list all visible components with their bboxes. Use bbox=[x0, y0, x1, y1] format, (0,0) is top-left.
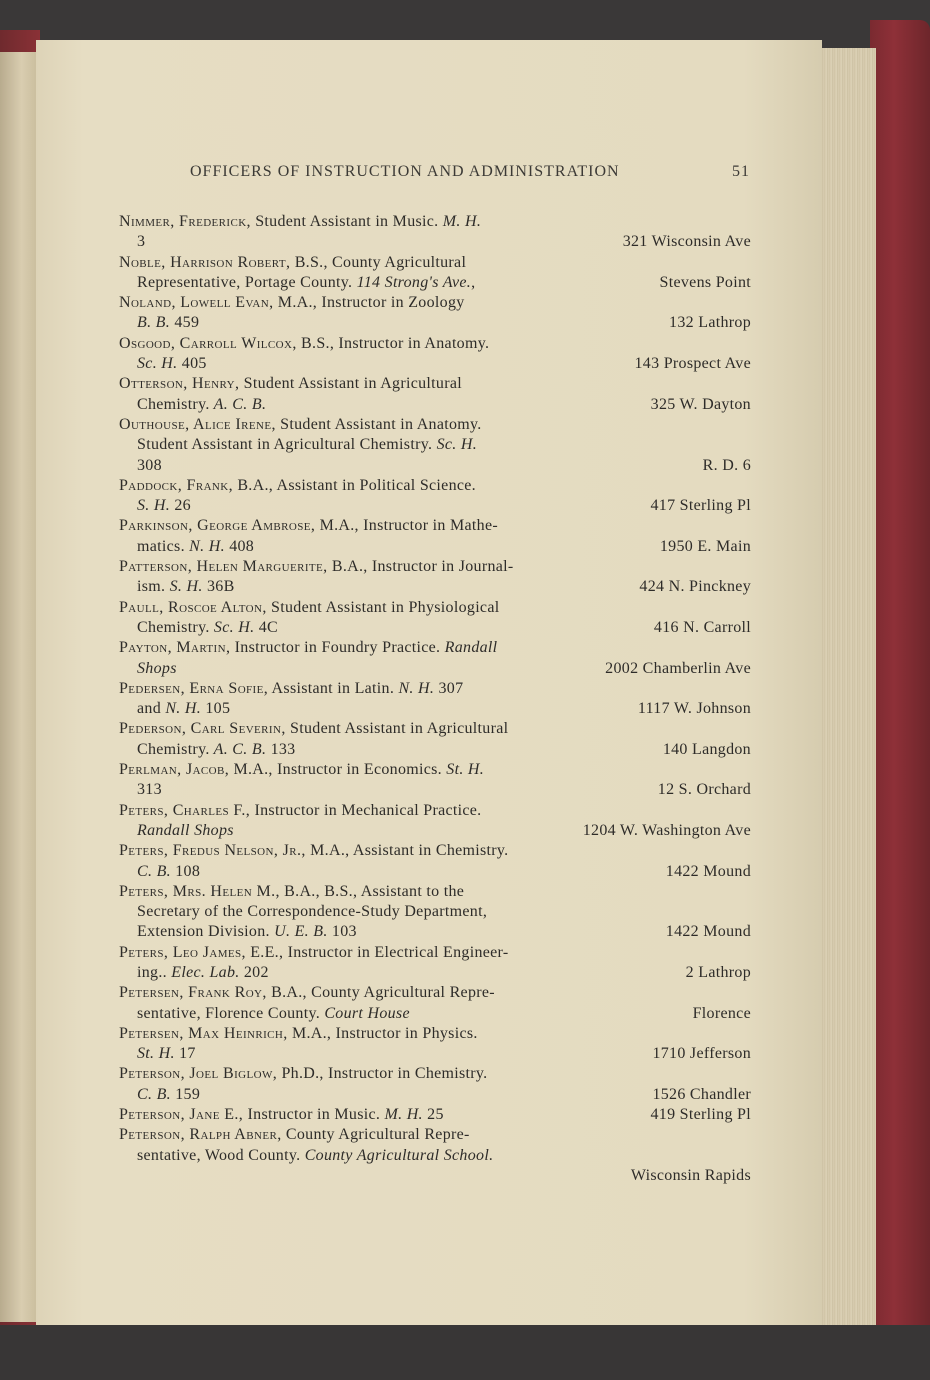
location: County Agricultural School. bbox=[300, 1146, 494, 1164]
entry-text bbox=[119, 943, 508, 963]
address: 132 Lathrop bbox=[669, 314, 751, 332]
entry-text bbox=[137, 740, 295, 760]
entry-line bbox=[119, 1146, 751, 1166]
description: Assistant in Latin. bbox=[268, 679, 395, 697]
description: 3 bbox=[137, 233, 146, 251]
entry-text bbox=[137, 1085, 200, 1105]
entry-text bbox=[137, 902, 487, 922]
description: M.A., Assistant in Chemistry. bbox=[305, 842, 509, 860]
address: 1422 Mound bbox=[665, 862, 751, 880]
entry-line bbox=[119, 963, 751, 983]
entry-line bbox=[119, 1085, 751, 1105]
person-name: Peterson, Ralph Abner, bbox=[119, 1126, 282, 1144]
address: 1526 Chandler bbox=[652, 1085, 751, 1103]
description: B.A., County Agricultural Repre- bbox=[266, 984, 495, 1002]
running-header bbox=[190, 163, 750, 187]
description: B.A., Assistant in Political Science. bbox=[233, 476, 476, 494]
location: S. H. bbox=[137, 497, 171, 515]
entry-line bbox=[119, 354, 751, 374]
entry-text bbox=[119, 476, 476, 496]
entry-line bbox=[119, 415, 751, 435]
directory-entry bbox=[119, 679, 751, 720]
description: and bbox=[137, 700, 162, 718]
entry-line bbox=[119, 679, 751, 699]
description: 313 bbox=[137, 781, 162, 799]
entry-line bbox=[119, 334, 751, 354]
description: B.A., B.S., Assistant to the bbox=[279, 882, 465, 900]
entry-line bbox=[119, 801, 751, 821]
entry-line bbox=[119, 212, 751, 232]
person-name: Perlman, Jacob, bbox=[119, 761, 230, 779]
directory-entry bbox=[119, 557, 751, 598]
address: 1710 Jefferson bbox=[652, 1045, 751, 1063]
entry-line bbox=[119, 618, 751, 638]
directory-entry bbox=[119, 598, 751, 639]
description: B.S., Instructor in Anatomy. bbox=[296, 334, 490, 352]
person-name: Peters, Charles F., bbox=[119, 801, 251, 819]
location: A. C. B. bbox=[209, 740, 267, 758]
description: Chemistry. bbox=[137, 395, 210, 413]
description: Student Assistant in Anatomy. bbox=[275, 415, 482, 433]
entry-text bbox=[119, 638, 497, 658]
entry-text bbox=[137, 780, 162, 800]
directory-entry bbox=[119, 1064, 751, 1105]
entry-text bbox=[119, 1125, 470, 1145]
location: B. B. bbox=[137, 314, 171, 332]
description-suffix: , bbox=[471, 273, 476, 291]
address: 1204 W. Washington Ave bbox=[582, 821, 751, 839]
location: Sc. H. bbox=[137, 355, 178, 373]
location: Randall bbox=[440, 639, 498, 657]
description-suffix: 36B bbox=[202, 578, 235, 596]
person-name: Peterson, Joel Biglow, bbox=[119, 1065, 278, 1083]
address: 1117 W. Johnson bbox=[637, 700, 751, 718]
description: M.A., Instructor in Mathe- bbox=[315, 517, 498, 535]
entry-line bbox=[119, 537, 751, 557]
person-name: Osgood, Carroll Wilcox, bbox=[119, 334, 297, 352]
entry-line bbox=[119, 780, 751, 800]
entry-line bbox=[119, 232, 751, 252]
entry-line bbox=[119, 821, 751, 841]
entry-text bbox=[137, 496, 191, 516]
entry-text bbox=[119, 882, 464, 902]
entry-text bbox=[119, 719, 508, 739]
description-suffix: 25 bbox=[422, 1106, 444, 1124]
entry-text bbox=[119, 760, 484, 780]
location: C. B. bbox=[137, 1085, 171, 1103]
address: 424 N. Pinckney bbox=[639, 578, 751, 596]
entry-text bbox=[119, 1105, 444, 1125]
entry-text bbox=[119, 212, 481, 232]
location: Shops bbox=[137, 659, 177, 677]
entry-line bbox=[119, 719, 751, 739]
entry-text bbox=[119, 557, 514, 577]
table-surface bbox=[0, 1325, 930, 1380]
description: Instructor in Mechanical Practice. bbox=[250, 801, 482, 819]
directory-entry bbox=[119, 760, 751, 801]
facing-page-edge bbox=[0, 52, 36, 1322]
address: 325 W. Dayton bbox=[650, 395, 751, 413]
directory-entry bbox=[119, 293, 751, 334]
person-name: Outhouse, Alice Irene, bbox=[119, 415, 276, 433]
directory-entry bbox=[119, 1105, 751, 1125]
description: Student Assistant in Agricultural Chemistry. bbox=[137, 436, 433, 454]
directory-entry bbox=[119, 801, 751, 842]
address: 417 Sterling Pl bbox=[650, 497, 751, 515]
entry-text bbox=[119, 334, 489, 354]
entry-line bbox=[119, 882, 751, 902]
entry-line bbox=[119, 557, 751, 577]
directory-entry bbox=[119, 841, 751, 882]
description-suffix: 202 bbox=[239, 963, 269, 981]
entry-text bbox=[119, 415, 482, 435]
entry-line bbox=[119, 699, 751, 719]
entry-line bbox=[119, 1044, 751, 1064]
entry-line bbox=[119, 1024, 751, 1044]
entry-text bbox=[137, 232, 145, 252]
entry-text bbox=[137, 922, 357, 942]
description-suffix: 133 bbox=[266, 740, 296, 758]
entry-line bbox=[119, 1166, 751, 1186]
entry-text bbox=[137, 537, 254, 557]
entry-text bbox=[119, 679, 463, 699]
description: 108 bbox=[170, 862, 201, 880]
location: Sc. H. bbox=[432, 436, 478, 454]
description: sentative, Florence County. bbox=[137, 1004, 321, 1022]
description: Chemistry. bbox=[137, 618, 210, 636]
description: County Agricultural Repre- bbox=[281, 1126, 470, 1144]
description: ism. bbox=[137, 578, 166, 596]
entry-line bbox=[119, 598, 751, 618]
directory-entry bbox=[119, 719, 751, 760]
description: 26 bbox=[170, 497, 191, 515]
description: 159 bbox=[170, 1085, 201, 1103]
location: N. H. bbox=[394, 679, 435, 697]
location: A. C. B. bbox=[209, 395, 267, 413]
entry-line bbox=[119, 1105, 751, 1125]
entry-line bbox=[119, 476, 751, 496]
directory-entry bbox=[119, 983, 751, 1024]
directory-entry bbox=[119, 212, 751, 253]
entry-text bbox=[137, 273, 475, 293]
person-name: Peters, Fredus Nelson, Jr., bbox=[119, 842, 306, 860]
address: Florence bbox=[692, 1004, 751, 1022]
entry-line bbox=[119, 983, 751, 1003]
description: E.E., Instructor in Electrical Engineer- bbox=[245, 943, 509, 961]
page-number: 51 bbox=[732, 163, 750, 180]
directory-entry bbox=[119, 638, 751, 679]
description: 405 bbox=[177, 355, 207, 373]
description: Ph.D., Instructor in Chemistry. bbox=[277, 1065, 488, 1083]
description: Student Assistant in Physiological bbox=[266, 598, 500, 616]
person-name: Nimmer, Frederick, bbox=[119, 213, 251, 230]
entry-text bbox=[119, 293, 465, 313]
location: St. H. bbox=[137, 1045, 175, 1063]
description-suffix: 105 bbox=[201, 700, 231, 718]
location: Randall Shops bbox=[137, 821, 234, 839]
entry-text bbox=[137, 699, 230, 719]
description-suffix: 4C bbox=[254, 618, 278, 636]
entry-line bbox=[119, 374, 751, 394]
directory-entry bbox=[119, 253, 751, 294]
entry-line bbox=[119, 253, 751, 273]
entry-text bbox=[137, 354, 207, 374]
entry-line bbox=[119, 456, 751, 476]
entry-text bbox=[119, 983, 495, 1003]
entry-text bbox=[137, 963, 269, 983]
address: 419 Sterling Pl bbox=[650, 1106, 751, 1124]
entry-line bbox=[119, 273, 751, 293]
person-name: Pederson, Carl Severin, bbox=[119, 720, 286, 738]
description: Instructor in Foundry Practice. bbox=[230, 639, 441, 657]
description: sentative, Wood County. bbox=[137, 1146, 301, 1164]
location: St. H. bbox=[441, 761, 485, 779]
directory-entry bbox=[119, 476, 751, 517]
entry-line bbox=[119, 577, 751, 597]
description: Secretary of the Correspondence-Study Department, bbox=[137, 903, 488, 921]
entry-line bbox=[119, 1004, 751, 1024]
directory-entry bbox=[119, 1024, 751, 1065]
directory-entry bbox=[119, 943, 751, 984]
entry-line bbox=[119, 659, 751, 679]
description: Student Assistant in Music. bbox=[250, 213, 439, 230]
directory-entries bbox=[119, 212, 751, 1186]
description: B.S., County Agricultural bbox=[290, 253, 467, 271]
entry-text bbox=[137, 313, 199, 333]
location: M. H. bbox=[438, 213, 482, 230]
directory-entry bbox=[119, 415, 751, 476]
entry-line bbox=[119, 496, 751, 516]
person-name: Payton, Martin, bbox=[119, 639, 231, 657]
address: 2002 Chamberlin Ave bbox=[605, 659, 751, 677]
person-name: Peterson, Jane E., bbox=[119, 1106, 244, 1124]
address: 12 S. Orchard bbox=[657, 781, 751, 799]
entry-line bbox=[119, 313, 751, 333]
directory-entry bbox=[119, 374, 751, 415]
entry-text bbox=[119, 1024, 478, 1044]
person-name: Noland, Lowell Evan, bbox=[119, 294, 274, 312]
person-name: Parkinson, George Ambrose, bbox=[119, 517, 316, 535]
location: C. B. bbox=[137, 862, 171, 880]
entry-text bbox=[137, 659, 177, 679]
description-suffix: 307 bbox=[434, 679, 464, 697]
location: Sc. H. bbox=[209, 618, 255, 636]
person-name: Paddock, Frank, bbox=[119, 476, 234, 494]
description: M.A., Instructor in Zoology bbox=[273, 294, 465, 312]
directory-entry bbox=[119, 882, 751, 943]
entry-text bbox=[137, 821, 234, 841]
entry-text bbox=[119, 801, 481, 821]
location: N. H. bbox=[184, 537, 225, 555]
description: Chemistry. bbox=[137, 740, 210, 758]
book-cover-right bbox=[870, 20, 930, 1340]
description: 459 bbox=[170, 314, 200, 332]
person-name: Noble, Harrison Robert, bbox=[119, 253, 291, 271]
person-name: Peters, Mrs. Helen M., bbox=[119, 882, 280, 900]
address: Wisconsin Rapids bbox=[630, 1166, 751, 1184]
location: N. H. bbox=[161, 700, 202, 718]
entry-text bbox=[119, 841, 508, 861]
description: Student Assistant in Agricultural bbox=[285, 720, 509, 738]
entry-line bbox=[119, 638, 751, 658]
address: 1950 E. Main bbox=[659, 537, 751, 555]
entry-text bbox=[137, 395, 266, 415]
entry-line bbox=[119, 922, 751, 942]
description: Representative, Portage County. bbox=[137, 273, 353, 291]
entry-text bbox=[137, 1044, 196, 1064]
entry-text bbox=[137, 862, 200, 882]
location: U. E. B. bbox=[269, 923, 328, 941]
entry-text bbox=[137, 618, 278, 638]
directory-entry bbox=[119, 1125, 751, 1186]
entry-text bbox=[119, 1064, 487, 1084]
page-stack-edges bbox=[818, 48, 876, 1338]
location: M. H. bbox=[380, 1106, 423, 1124]
description: Extension Division. bbox=[137, 923, 270, 941]
entry-text bbox=[119, 598, 499, 618]
entry-line bbox=[119, 841, 751, 861]
entry-text bbox=[119, 516, 498, 536]
description: 17 bbox=[174, 1045, 196, 1063]
description: B.A., Instructor in Journal- bbox=[327, 558, 514, 576]
person-name: Peters, Leo James, bbox=[119, 943, 246, 961]
person-name: Otterson, Henry, bbox=[119, 375, 240, 393]
entry-line bbox=[119, 1125, 751, 1145]
address: Stevens Point bbox=[659, 273, 751, 291]
description: Student Assistant in Agricultural bbox=[239, 375, 462, 393]
entry-text bbox=[137, 577, 235, 597]
entry-line bbox=[119, 902, 751, 922]
entry-line bbox=[119, 395, 751, 415]
description: ing.. bbox=[137, 963, 167, 981]
entry-text bbox=[137, 1004, 410, 1024]
address: 140 Langdon bbox=[662, 740, 751, 758]
entry-line bbox=[119, 760, 751, 780]
description: M.A., Instructor in Physics. bbox=[287, 1024, 478, 1042]
person-name: Paull, Roscoe Alton, bbox=[119, 598, 267, 616]
entry-text bbox=[119, 374, 462, 394]
description: matics. bbox=[137, 537, 185, 555]
address: 1422 Mound bbox=[665, 923, 751, 941]
description: M.A., Instructor in Economics. bbox=[229, 761, 442, 779]
directory-entry bbox=[119, 516, 751, 557]
address: 416 N. Carroll bbox=[653, 618, 751, 636]
description-suffix: 103 bbox=[327, 923, 357, 941]
entry-text bbox=[137, 1146, 493, 1166]
entry-line bbox=[119, 740, 751, 760]
address: R. D. 6 bbox=[702, 456, 751, 474]
description-suffix: 408 bbox=[224, 537, 255, 555]
address: 143 Prospect Ave bbox=[634, 355, 751, 373]
entry-line bbox=[119, 516, 751, 536]
entry-line bbox=[119, 1064, 751, 1084]
running-header-title: OFFICERS OF INSTRUCTION AND ADMINISTRATION bbox=[190, 163, 620, 180]
address: 2 Lathrop bbox=[685, 963, 751, 981]
directory-entry bbox=[119, 334, 751, 375]
person-name: Petersen, Max Heinrich, bbox=[119, 1024, 288, 1042]
description: Instructor in Music. bbox=[243, 1106, 381, 1124]
entry-text bbox=[137, 435, 477, 455]
person-name: Pedersen, Erna Sofie, bbox=[119, 679, 269, 697]
address: 321 Wisconsin Ave bbox=[622, 233, 751, 251]
entry-line bbox=[119, 943, 751, 963]
entry-text bbox=[119, 253, 466, 273]
description: 308 bbox=[137, 456, 162, 474]
location: S. H. bbox=[165, 578, 203, 596]
entry-line bbox=[119, 435, 751, 455]
person-name: Petersen, Frank Roy, bbox=[119, 984, 267, 1002]
entry-text bbox=[137, 456, 162, 476]
location: 114 Strong's Ave. bbox=[352, 273, 472, 291]
location: Court House bbox=[320, 1004, 410, 1022]
entry-line bbox=[119, 293, 751, 313]
entry-line bbox=[119, 862, 751, 882]
location: Elec. Lab. bbox=[166, 963, 240, 981]
person-name: Patterson, Helen Marguerite, bbox=[119, 558, 328, 576]
